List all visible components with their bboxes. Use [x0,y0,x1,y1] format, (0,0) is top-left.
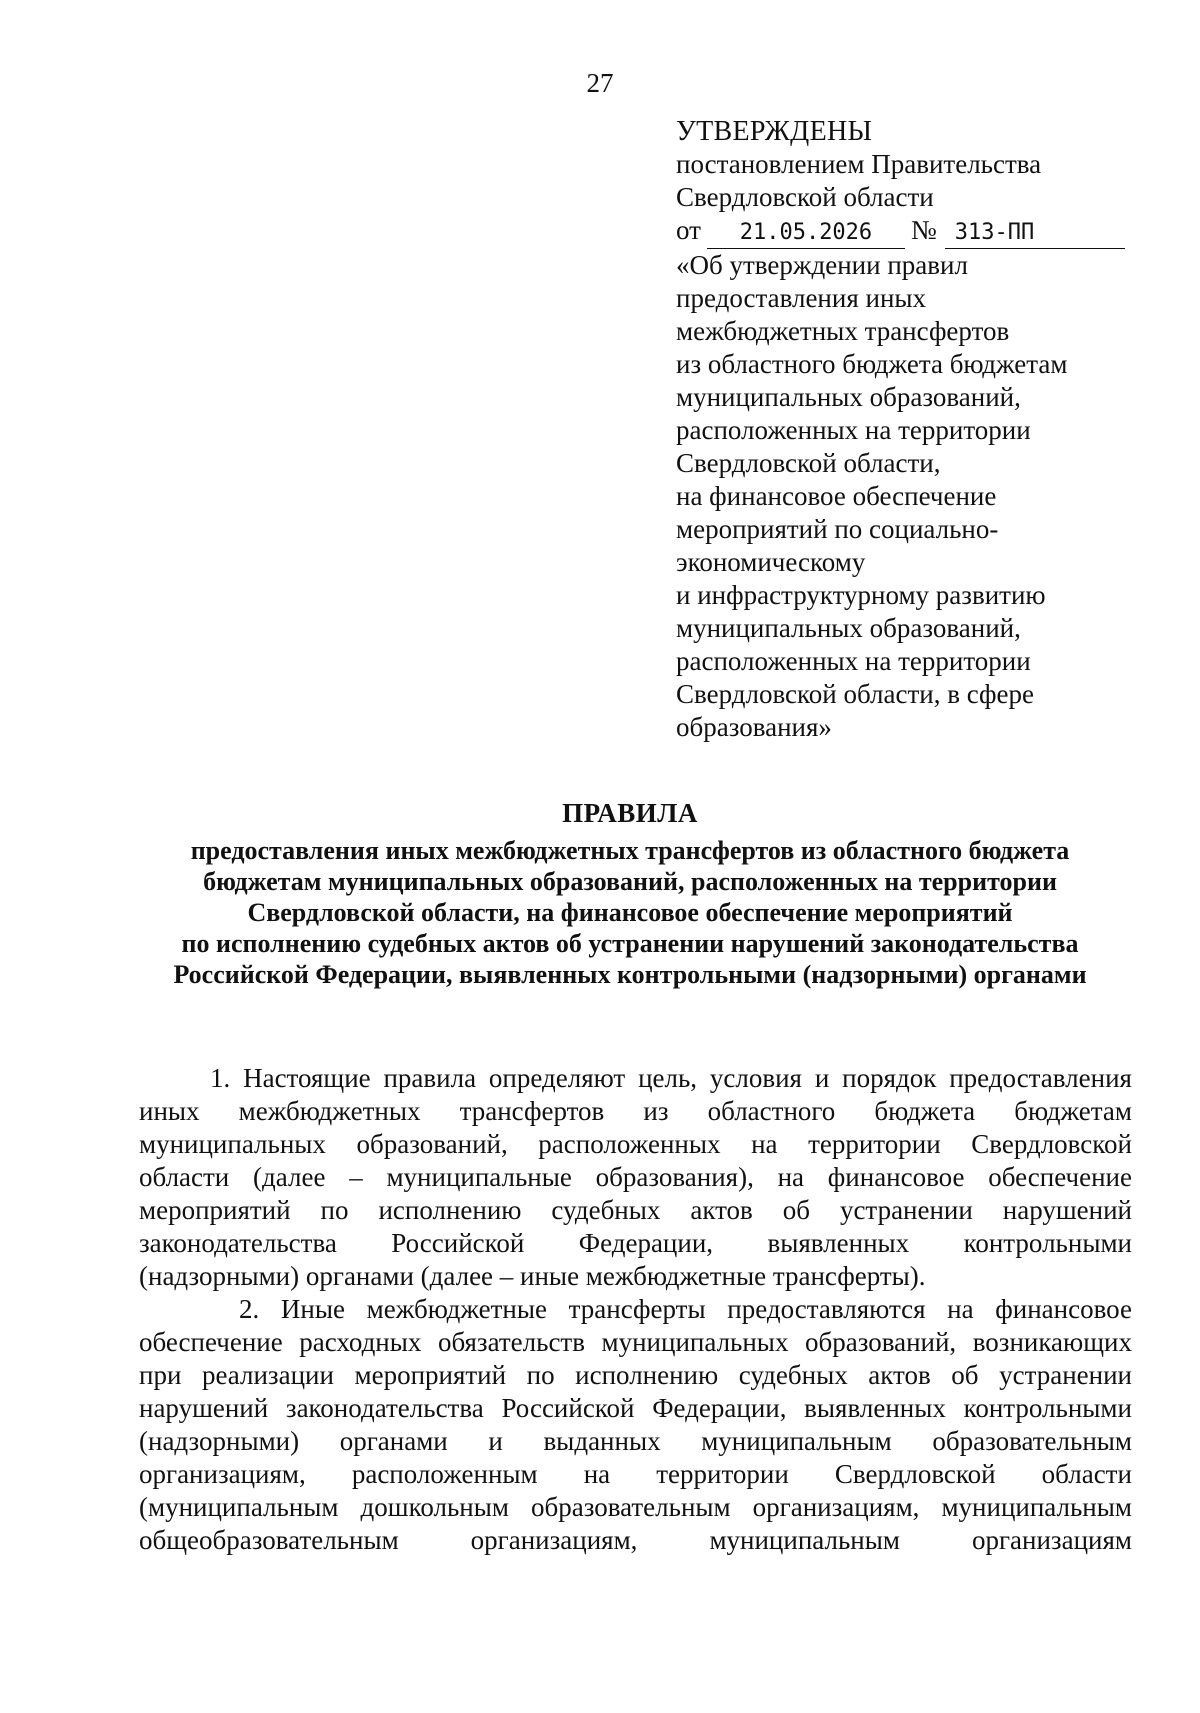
paragraph-line: 2. Иные межбюджетные трансферты предоставляются на финансовое [239,1294,1132,1324]
subtitle-line: бюджетам муниципальных образований, расположенных на территории [203,867,1057,896]
approval-date-line [676,214,1146,249]
decree-title-line: муниципальных образований, [676,613,1021,643]
paragraph-line: мероприятий по исполнению судебных актов об устранении нарушений [139,1195,1132,1225]
decree-title-line: расположенных на территории [676,415,1031,445]
decree-title-line: расположенных на территории [676,646,1031,676]
decree-title-line: «Об утверждении правил [676,250,968,280]
paragraph-line: области (далее – муниципальные образования), на финансовое обеспечение [139,1162,1132,1192]
paragraph-2 [139,1293,1132,1557]
paragraph-line: (надзорными) органами (далее – иные межбюджетные трансферты). [139,1261,926,1291]
paragraph-line: муниципальных образований, расположенных на территории Свердловской [139,1129,1132,1159]
paragraph-line: (надзорными) органами и выданных муниципальным образовательным [139,1426,1132,1456]
decree-title-line: образования» [676,712,832,742]
paragraph-line: 1. Настоящие правила определяют цель, условия и порядок предоставления [210,1063,1132,1093]
rules-title: ПРАВИЛА [562,798,698,828]
paragraph-line: организациям, расположенным на территории Свердловской области [139,1459,1132,1489]
decree-title-line: и инфраструктурному развитию [676,580,1046,610]
paragraph-line: общеобразовательным организациям, муниципальным организациям [139,1525,1132,1555]
paragraph-line: законодательства Российской Федерации, выявленных контрольными [139,1228,1132,1258]
paragraph-line: при реализации мероприятий по исполнению судебных актов об устранении [139,1360,1132,1390]
decree-title-line: экономическому [676,547,866,577]
decree-title-line: муниципальных образований, [676,382,1021,412]
decree-title-line: предоставления иных [676,283,927,313]
paragraph-line: обеспечение расходных обязательств муниципальных образований, возникающих [139,1327,1132,1357]
rules-subtitle [130,835,1130,990]
date-prefix: от [676,215,701,245]
paragraph-line: (муниципальным дошкольным образовательным организациям, муниципальным [139,1492,1132,1522]
decree-title-line: Свердловской области, [676,448,941,478]
number-sign: № [910,215,937,245]
page-number: 27 [586,68,614,98]
subtitle-line: Российской Федерации, выявленных контрольными (надзорными) органами [173,960,1087,989]
subtitle-line: предоставления иных межбюджетных трансфертов из областного бюджета [190,836,1070,865]
decree-title-line: мероприятий по социально- [676,514,999,544]
subtitle-line: Свердловской области, на финансовое обеспечение мероприятий [247,898,1013,927]
paragraph-line: нарушений законодательства Российской Федерации, выявленных контрольными [139,1393,1132,1423]
paragraph-1 [139,1062,1132,1293]
paragraph-line: иных межбюджетных трансфертов из областного бюджета бюджетам [139,1096,1132,1126]
approval-number-field: 313-ПП [945,218,1125,249]
approval-line: постановлением Правительства [676,149,1042,179]
decree-title-line: из областного бюджета бюджетам [676,349,1068,379]
approval-line: Свердловской области [676,182,934,212]
approval-heading: УТВЕРЖДЕНЫ [676,116,873,147]
rules-body [139,1062,1132,1557]
subtitle-line: по исполнению судебных актов об устранении нарушений законодательства [181,929,1079,958]
decree-title-line: Свердловской области, в сфере [676,679,1034,709]
decree-title-line: на финансовое обеспечение [676,481,997,511]
approval-block [676,115,1146,744]
decree-title-line: межбюджетных трансфертов [676,316,1010,346]
approval-date-field: 21.05.2026 [707,218,905,249]
